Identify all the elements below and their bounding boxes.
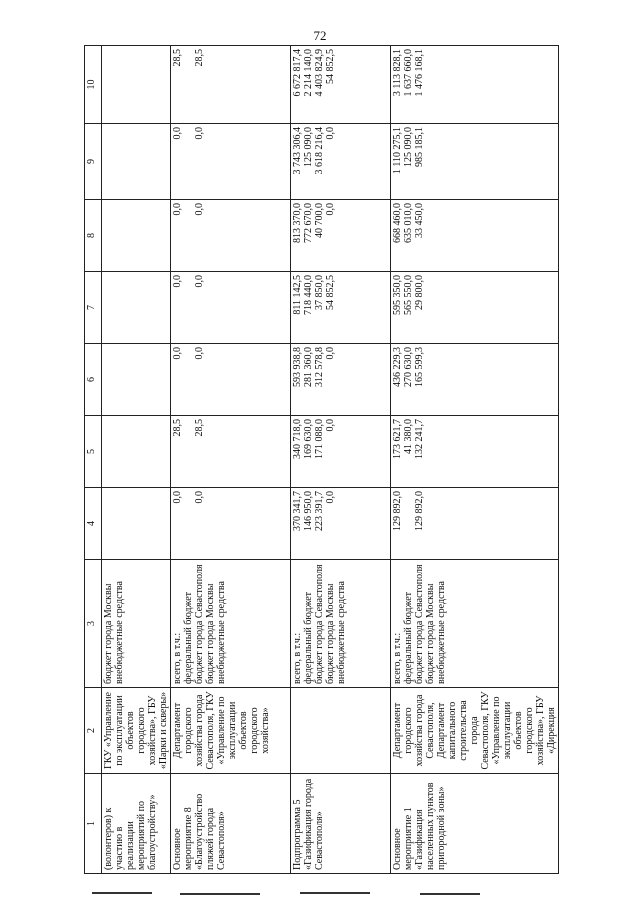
amount-value bbox=[114, 275, 125, 340]
amount-value bbox=[216, 127, 227, 196]
amount-cell-v6 bbox=[291, 344, 391, 416]
amount-cell-v6 bbox=[102, 344, 171, 416]
amount-cell-v5 bbox=[102, 416, 171, 488]
amount-value: 129 892,0 bbox=[392, 491, 403, 531]
amount-value: 129 892,0 bbox=[414, 491, 425, 531]
amount-cell-v5 bbox=[171, 416, 291, 488]
amount-value: 312 578,8 bbox=[314, 347, 325, 387]
amount-value: 1 110 275,1 bbox=[392, 127, 403, 175]
funding-source-line: бюджет города Севастополя bbox=[314, 564, 325, 684]
amount-value bbox=[403, 491, 414, 556]
amount-value bbox=[103, 203, 114, 268]
funding-source-line: бюджет города Москвы bbox=[325, 583, 336, 684]
amount-cell-v10 bbox=[291, 46, 391, 124]
executor-cell: Департамент городского хозяйства города Севастополя, Департамент капитального строительства города Севастополя, ГКУ «Управление по эксплуатации объектов городского хозяйства», ГБУ «Дирекция bbox=[391, 688, 559, 774]
amount-cell-v7 bbox=[171, 272, 291, 344]
activity-name-cell: Основное мероприятие 1 «Газификация населенных пунктов пригородной зоны» bbox=[391, 774, 559, 874]
funding-source-line: федеральный бюджет bbox=[303, 591, 314, 684]
amount-value: 1 476 168,1 bbox=[414, 49, 425, 97]
funding-source-line: внебюджетные средства bbox=[436, 581, 447, 684]
funding-source-line: федеральный бюджет bbox=[403, 591, 414, 684]
amount-value bbox=[216, 347, 227, 412]
amount-value bbox=[216, 49, 227, 120]
amount-value: 370 341,7 bbox=[292, 491, 303, 531]
funding-source-line: бюджет города Севастополя bbox=[194, 564, 205, 684]
amount-cell-v8 bbox=[391, 200, 559, 272]
amount-value bbox=[336, 347, 347, 412]
page-number: 72 bbox=[313, 28, 327, 43]
amount-value: 28,5 bbox=[194, 419, 205, 437]
amount-value: 169 630,0 bbox=[303, 419, 314, 459]
amount-value: 0,0 bbox=[325, 127, 336, 140]
amount-value bbox=[183, 49, 194, 120]
funding-source-line: всего, в т.ч.: bbox=[172, 632, 183, 684]
amount-value: 813 370,0 bbox=[292, 203, 303, 243]
amount-value: 0,0 bbox=[172, 275, 183, 288]
amount-value: 33 450,0 bbox=[414, 203, 425, 238]
amount-value bbox=[336, 491, 347, 556]
column-number-2: 2 bbox=[85, 688, 102, 774]
column-number-1: 1 bbox=[85, 774, 102, 874]
amount-value: 41 380,0 bbox=[403, 419, 414, 454]
funding-source-line: бюджет города Москвы bbox=[425, 583, 436, 684]
column-number-3: 3 bbox=[85, 560, 102, 688]
amount-value bbox=[114, 127, 125, 196]
amount-value bbox=[205, 491, 216, 556]
amount-value bbox=[183, 275, 194, 340]
column-number-7: 7 bbox=[85, 272, 102, 344]
funding-source-line: всего, в т.ч.: bbox=[292, 632, 303, 684]
amount-value bbox=[103, 491, 114, 556]
amount-cell-v4 bbox=[102, 488, 171, 560]
amount-value: 223 391,7 bbox=[314, 491, 325, 531]
executor-cell: Департамент городского хозяйства города Севастополя, ГКУ «Управление по эксплуатации объектов городского хозяйства» bbox=[171, 688, 291, 774]
amount-value: 718 440,0 bbox=[303, 275, 314, 315]
amount-value: 54 852,5 bbox=[325, 49, 336, 84]
amount-value bbox=[103, 49, 114, 120]
amount-cell-v7 bbox=[102, 272, 171, 344]
funding-source-cell bbox=[291, 560, 391, 688]
amount-value bbox=[425, 491, 436, 556]
funding-source-line: внебюджетные средства bbox=[336, 581, 347, 684]
amount-value: 340 718,0 bbox=[292, 419, 303, 459]
amount-value bbox=[205, 275, 216, 340]
amount-value: 132 241,7 bbox=[414, 419, 425, 459]
amount-value: 146 950,0 bbox=[303, 491, 314, 531]
amount-value bbox=[114, 49, 125, 120]
funding-source-cell bbox=[171, 560, 291, 688]
amount-cell-v4 bbox=[291, 488, 391, 560]
amount-value: 593 938,8 bbox=[292, 347, 303, 387]
activity-name-cell: Подпрограмма 5 «Газификация города Севастополя» bbox=[291, 774, 391, 874]
amount-value: 28,5 bbox=[172, 49, 183, 67]
amount-value: 125 090,0 bbox=[403, 127, 414, 167]
amount-cell-v4 bbox=[391, 488, 559, 560]
column-number-5: 5 bbox=[85, 416, 102, 488]
amount-value: 3 113 828,1 bbox=[392, 49, 403, 97]
amount-value: 28,5 bbox=[172, 419, 183, 437]
amount-value bbox=[114, 203, 125, 268]
amount-value: 595 350,0 bbox=[392, 275, 403, 315]
amount-value bbox=[336, 203, 347, 268]
amount-cell-v8 bbox=[291, 200, 391, 272]
amount-cell-v4 bbox=[171, 488, 291, 560]
amount-value bbox=[436, 347, 447, 412]
amount-value bbox=[183, 419, 194, 484]
amount-value: 0,0 bbox=[172, 203, 183, 216]
amount-value bbox=[336, 49, 347, 120]
amount-value bbox=[103, 419, 114, 484]
amount-value: 54 852,5 bbox=[325, 275, 336, 310]
amount-value: 0,0 bbox=[194, 127, 205, 140]
amount-cell-v8 bbox=[102, 200, 171, 272]
amount-value: 0,0 bbox=[325, 491, 336, 504]
amount-value bbox=[336, 275, 347, 340]
amount-value: 635 010,0 bbox=[403, 203, 414, 243]
column-number-10: 10 bbox=[85, 46, 102, 124]
amount-value: 270 630,0 bbox=[403, 347, 414, 387]
amount-value bbox=[205, 127, 216, 196]
amount-value: 0,0 bbox=[172, 347, 183, 360]
amount-value: 165 599,3 bbox=[414, 347, 425, 387]
amount-value: 3 618 216,4 bbox=[314, 127, 325, 175]
amount-value: 0,0 bbox=[194, 275, 205, 288]
amount-value bbox=[114, 347, 125, 412]
executor-cell: ГКУ «Управление по эксплуатации объектов городского хозяйства», ГБУ «Парки и скверы» bbox=[102, 688, 171, 774]
amount-cell-v7 bbox=[291, 272, 391, 344]
amount-value: 0,0 bbox=[172, 127, 183, 140]
rotated-table-canvas bbox=[84, 46, 557, 874]
amount-cell-v10 bbox=[102, 46, 171, 124]
amount-value: 0,0 bbox=[194, 203, 205, 216]
funding-source-cell bbox=[391, 560, 559, 688]
column-number-8: 8 bbox=[85, 200, 102, 272]
amount-value: 1 637 660,0 bbox=[403, 49, 414, 97]
amount-cell-v9 bbox=[171, 124, 291, 200]
amount-value bbox=[205, 347, 216, 412]
amount-value bbox=[436, 275, 447, 340]
amount-value: 0,0 bbox=[325, 203, 336, 216]
amount-value: 668 460,0 bbox=[392, 203, 403, 243]
amount-value: 173 621,7 bbox=[392, 419, 403, 459]
column-number-4: 4 bbox=[85, 488, 102, 560]
scan-artifact-line bbox=[300, 892, 370, 894]
amount-value: 29 800,0 bbox=[414, 275, 425, 310]
amount-value: 0,0 bbox=[194, 347, 205, 360]
funding-source-line: федеральный бюджет bbox=[183, 591, 194, 684]
amount-value: 3 743 306,4 bbox=[292, 127, 303, 175]
amount-value: 2 214 140,0 bbox=[303, 49, 314, 97]
funding-source-line: бюджет города Москвы bbox=[205, 583, 216, 684]
amount-cell-v8 bbox=[171, 200, 291, 272]
funding-source-line: бюджет города Москвы bbox=[103, 583, 114, 684]
amount-value: 0,0 bbox=[194, 491, 205, 504]
funding-source-line: внебюджетные средства bbox=[216, 581, 227, 684]
amount-value bbox=[216, 491, 227, 556]
amount-cell-v10 bbox=[391, 46, 559, 124]
rotated-table-wrapper bbox=[84, 46, 557, 874]
amount-value: 811 142,5 bbox=[292, 275, 303, 315]
amount-value: 436 229,3 bbox=[392, 347, 403, 387]
amount-cell-v9 bbox=[291, 124, 391, 200]
funding-source-line: бюджет города Севастополя bbox=[414, 564, 425, 684]
amount-value: 772 670,0 bbox=[303, 203, 314, 243]
amount-value bbox=[425, 275, 436, 340]
column-number-6: 6 bbox=[85, 344, 102, 416]
amount-value: 4 403 824,9 bbox=[314, 49, 325, 97]
table-row bbox=[291, 46, 391, 874]
scan-artifact-line bbox=[420, 893, 480, 895]
amount-cell-v6 bbox=[391, 344, 559, 416]
amount-cell-v9 bbox=[102, 124, 171, 200]
amount-value bbox=[205, 49, 216, 120]
amount-value bbox=[183, 127, 194, 196]
amount-value: 0,0 bbox=[325, 419, 336, 432]
executor-cell bbox=[291, 688, 391, 774]
amount-value bbox=[436, 49, 447, 120]
amount-value: 281 360,0 bbox=[303, 347, 314, 387]
amount-value bbox=[183, 203, 194, 268]
amount-value bbox=[183, 491, 194, 556]
column-number-9: 9 bbox=[85, 124, 102, 200]
amount-value bbox=[425, 347, 436, 412]
column-number-row bbox=[85, 46, 102, 874]
amount-value bbox=[216, 275, 227, 340]
amount-value: 125 090,0 bbox=[303, 127, 314, 167]
amount-value bbox=[436, 419, 447, 484]
table-row bbox=[171, 46, 291, 874]
scan-artifact-line bbox=[180, 893, 260, 895]
amount-value bbox=[436, 203, 447, 268]
funding-source-line: внебюджетные средства bbox=[114, 581, 125, 684]
amount-value bbox=[425, 49, 436, 120]
table-row bbox=[391, 46, 559, 874]
scan-artifact-line bbox=[92, 892, 152, 894]
amount-cell-v6 bbox=[171, 344, 291, 416]
amount-value bbox=[103, 127, 114, 196]
amount-value bbox=[436, 127, 447, 196]
amount-value: 985 185,1 bbox=[414, 127, 425, 167]
amount-cell-v5 bbox=[291, 416, 391, 488]
amount-value bbox=[114, 419, 125, 484]
amount-value: 565 550,0 bbox=[403, 275, 414, 315]
amount-value: 37 850,0 bbox=[314, 275, 325, 310]
table-body bbox=[102, 46, 559, 874]
amount-value: 171 088,0 bbox=[314, 419, 325, 459]
activity-name-cell: (волонтеров) к участию в реализации мероприятий по благоустройству» bbox=[102, 774, 171, 874]
amount-value: 28,5 bbox=[194, 49, 205, 67]
amount-value bbox=[425, 203, 436, 268]
amount-value bbox=[336, 127, 347, 196]
amount-value: 0,0 bbox=[172, 491, 183, 504]
amount-cell-v9 bbox=[391, 124, 559, 200]
amount-value: 0,0 bbox=[325, 347, 336, 360]
amount-value: 6 672 817,4 bbox=[292, 49, 303, 97]
amount-cell-v10 bbox=[171, 46, 291, 124]
amount-value bbox=[103, 347, 114, 412]
amount-value bbox=[336, 419, 347, 484]
amount-value bbox=[425, 127, 436, 196]
amount-cell-v7 bbox=[391, 272, 559, 344]
budget-table bbox=[84, 45, 559, 874]
funding-source-line: всего, в т.ч.: bbox=[392, 632, 403, 684]
amount-value bbox=[436, 491, 447, 556]
amount-cell-v5 bbox=[391, 416, 559, 488]
amount-value bbox=[205, 419, 216, 484]
funding-source-cell bbox=[102, 560, 171, 688]
amount-value: 40 700,0 bbox=[314, 203, 325, 238]
amount-value bbox=[114, 491, 125, 556]
amount-value bbox=[216, 419, 227, 484]
amount-value bbox=[183, 347, 194, 412]
activity-name-cell: Основное мероприятие 8 «Благоустройство пляжей города Севастополя» bbox=[171, 774, 291, 874]
table-row bbox=[102, 46, 171, 874]
amount-value bbox=[103, 275, 114, 340]
amount-value bbox=[216, 203, 227, 268]
amount-value bbox=[205, 203, 216, 268]
amount-value bbox=[425, 419, 436, 484]
